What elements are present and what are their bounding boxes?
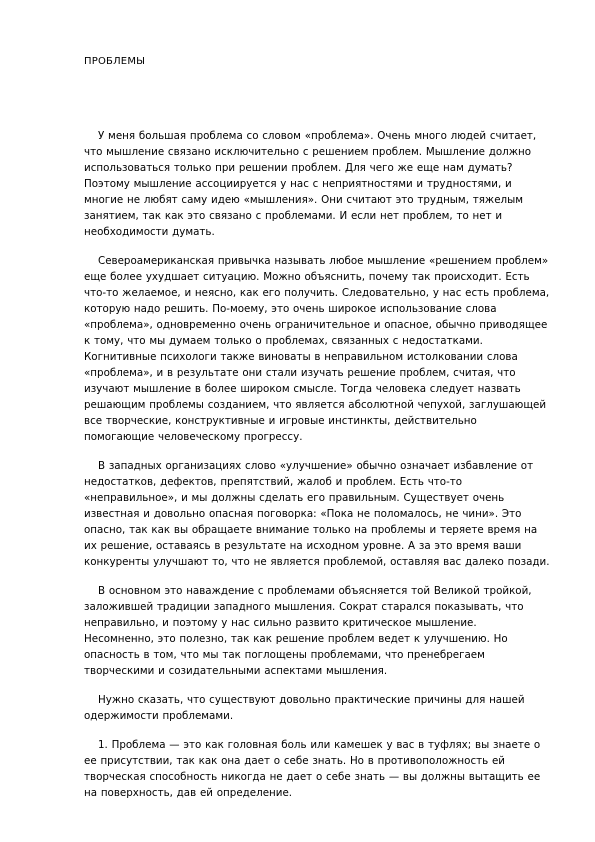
body-text — [84, 128, 550, 814]
paragraph-5: Нужно сказать, что существуют довольно практические причины для нашей одержимости проблемами. — [84, 694, 525, 722]
paragraph-1: У меня большая проблема со словом «проблема». Очень много людей считает, что мышление связано исключительно с решением проблем. Мышление должно использоваться только при решении проблем. Для чего же еще нам думать? Поэтому мышление ассоциируется у нас с неприятностями и трудностями, и многие не любят саму идею «мышления». Они считают это трудным, тяжелым занятием, так как это связано с проблемами. И если нет проблем, то нет и необходимости думать. — [84, 130, 537, 238]
paragraph-4: В основном это наваждение с проблемами объясняется той Великой тройкой, заложившей традиции западного мышления. Сократ старался показывать, что неправильно, и поэтому у нас сильно развито критическое мышление. Несомненно, это полезно, так как решение проблем ведет к улучшению. Но опасность в том, что мы так поглощены проблемами, что пренебрегаем творческими и созидательными аспектами мышления. — [84, 585, 532, 677]
page-title: ПРОБЛЕМЫ — [84, 56, 146, 67]
paragraph-6: 1. Проблема — это как головная боль или камешек у вас в туфлях; вы знаете о ее присутствии, так как она дает о себе знать. Но в противоположность ей творческая способность никогда не дает о себе знать — вы должны вытащить ее на поверхность, дав ей определение. — [84, 739, 541, 799]
paragraph-3: В западных организациях слово «улучшение» обычно означает избавление от недостатков, дефектов, препятствий, жалоб и проблем. Есть что-то «неправильное», и мы должны сделать его правильным. Существует очень известная и довольно опасная поговорка: «Пока не поломалось, не чини». Это опасно, так как вы обращаете внимание только на проблемы и теряете время на их решение, оставаясь в результате на исходном уровне. А за это время ваши конкуренты улучшают то, что не является проблемой, оставляя вас далеко позади. — [84, 460, 550, 568]
paragraph-2: Североамериканская привычка называть любое мышление «решением проблем» еще более ухудшает ситуацию. Можно объяснить, почему так происходит. Есть что-то желаемое, и неясно, как его получить. Следовательно, у нас есть проблема, которую надо решить. По-моему, это очень широкое использование слова «проблема», одновременно очень ограничительное и опасное, обычно приводящее к тому, что мы думаем только о проблемах, связанных с недостатками. Когнитивные психологи также виноваты в неправильном истолковании слова «проблема», и в результате они стали изучать решение проблем, считая, что изучают мышление в более широком смысле. Тогда человека следует назвать решающим проблемы созданием, что является абсолютной чепухой, заглушающей все творческие, конструктивные и игровые инстинкты, действительно помогающие человеческому прогрессу. — [84, 255, 550, 443]
